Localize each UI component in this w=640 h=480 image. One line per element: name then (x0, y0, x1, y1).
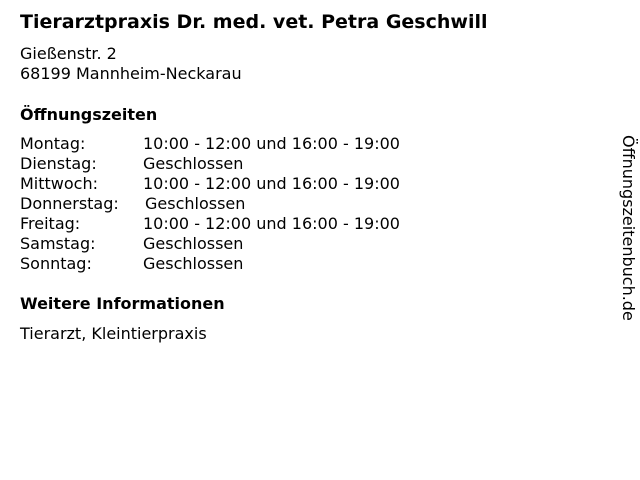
hours-time: Geschlossen (145, 194, 246, 213)
page-title: Tierarztpraxis Dr. med. vet. Petra Geschwill (20, 11, 488, 33)
hours-day: Montag: (20, 134, 86, 153)
hours-day: Dienstag: (20, 154, 97, 173)
address-street: Gießenstr. 2 (20, 44, 117, 63)
hours-time: 10:00 - 12:00 und 16:00 - 19:00 (143, 174, 400, 193)
hours-time: Geschlossen (143, 154, 244, 173)
opening-hours-heading: Öffnungszeiten (20, 105, 158, 124)
hours-time: 10:00 - 12:00 und 16:00 - 19:00 (143, 134, 400, 153)
hours-day: Freitag: (20, 214, 81, 233)
watermark-text: Öffnungszeitenbuch.de (619, 135, 638, 321)
address-city: 68199 Mannheim-Neckarau (20, 64, 242, 83)
hours-day: Samstag: (20, 234, 96, 253)
hours-day: Sonntag: (20, 254, 92, 273)
hours-time: 10:00 - 12:00 und 16:00 - 19:00 (143, 214, 400, 233)
hours-time: Geschlossen (143, 254, 244, 273)
hours-day: Mittwoch: (20, 174, 98, 193)
address-block (20, 44, 242, 84)
more-info-text: Tierarzt, Kleintierpraxis (20, 324, 207, 343)
more-info-heading: Weitere Informationen (20, 294, 225, 313)
hours-day: Donnerstag: (20, 194, 119, 213)
hours-time: Geschlossen (143, 234, 244, 253)
